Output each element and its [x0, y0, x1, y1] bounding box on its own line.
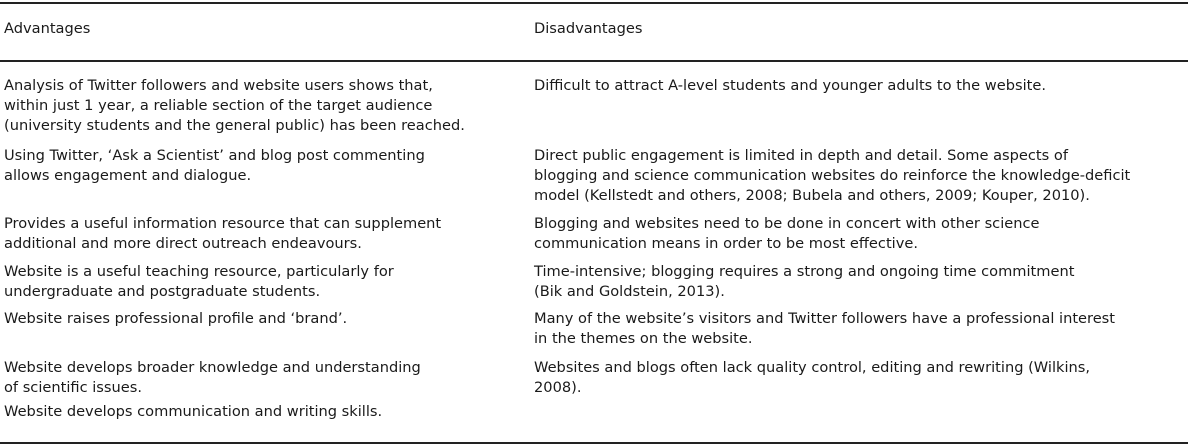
- disadvantage-cell: Difficult to attract A-level students and younger adults to the website.: [534, 77, 1046, 94]
- advantage-cell: Analysis of Twitter followers and website users shows that, within just 1 year, a reliable section of the target audience (university students and the general public) has been reached.: [4, 77, 465, 135]
- advantage-cell: Website develops communication and writing skills.: [4, 403, 383, 420]
- advantage-cell: Using Twitter, ‘Ask a Scientist’ and blog post commenting allows engagement and dialogue.: [4, 147, 425, 185]
- table-top-rule: [0, 2, 1188, 4]
- header-advantages: Advantages: [4, 20, 91, 37]
- disadvantage-cell: Many of the website’s visitors and Twitter followers have a professional interest in the themes on the website.: [534, 310, 1115, 348]
- advantage-cell: Website develops broader knowledge and understanding of scientific issues.: [4, 359, 421, 397]
- advantage-cell: Provides a useful information resource that can supplement additional and more direct outreach endeavours.: [4, 215, 442, 253]
- header-disadvantages: Disadvantages: [534, 20, 643, 37]
- advantage-cell: Website raises professional profile and ‘brand’.: [4, 310, 348, 327]
- disadvantage-cell: Blogging and websites need to be done in concert with other science communication means in order to be most effective.: [534, 215, 1040, 253]
- disadvantage-cell: Websites and blogs often lack quality control, editing and rewriting (Wilkins, 2008).: [534, 359, 1091, 397]
- disadvantage-cell: Direct public engagement is limited in depth and detail. Some aspects of blogging and science communication websites do reinforce the knowledge-deficit model (Kellstedt and others, 2008; Bubela and others, 2009; Kouper, 2010).: [534, 147, 1131, 205]
- table-bottom-rule: [0, 442, 1188, 444]
- table-header-rule: [0, 60, 1188, 62]
- advantage-cell: Website is a useful teaching resource, particularly for undergraduate and postgraduate students.: [4, 263, 394, 301]
- disadvantage-cell: Time-intensive; blogging requires a strong and ongoing time commitment (Bik and Goldstein, 2013).: [534, 263, 1075, 301]
